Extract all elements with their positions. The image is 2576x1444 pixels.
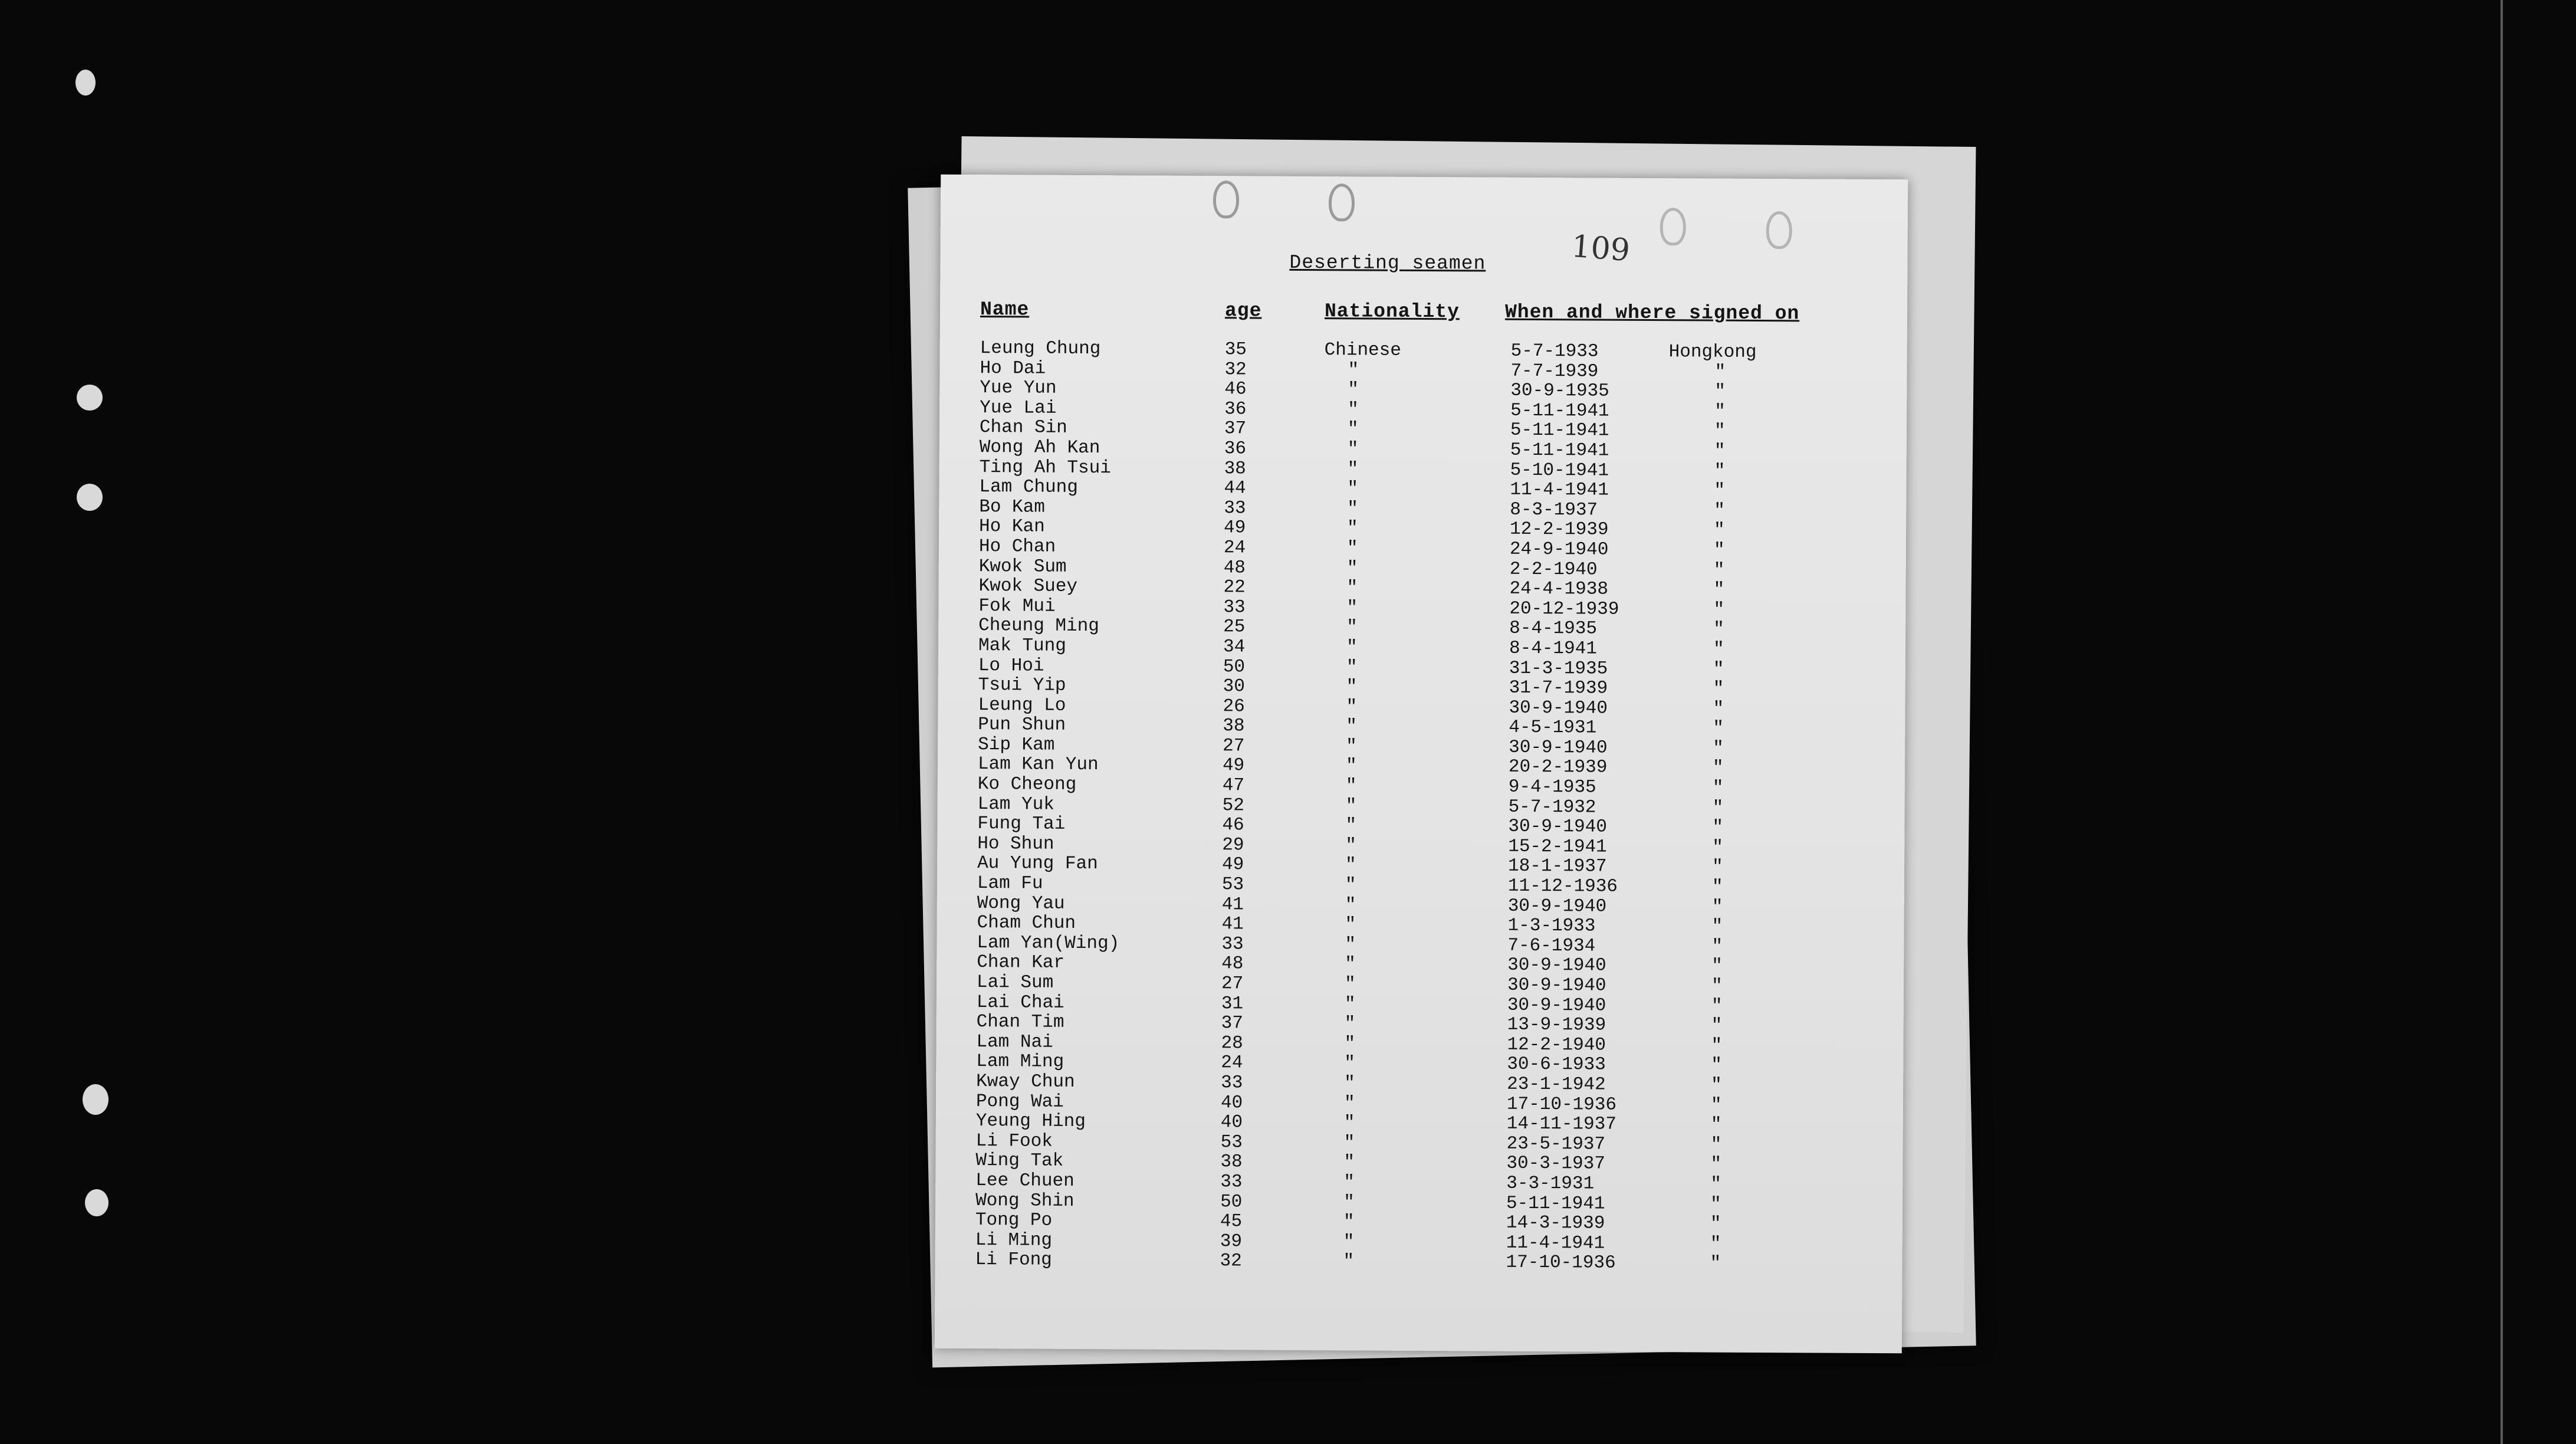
seaman-name: Tong Po [975, 1210, 1053, 1231]
seaman-age: 48 [1221, 953, 1244, 974]
seaman-nationality: " [1344, 1073, 1355, 1094]
seaman-age: 40 [1220, 1092, 1243, 1113]
seaman-age: 32 [1224, 359, 1247, 380]
seaman-nationality: " [1344, 993, 1356, 1015]
seaman-age: 24 [1223, 537, 1246, 559]
seaman-age: 38 [1220, 1151, 1243, 1173]
seaman-age: 41 [1221, 894, 1244, 915]
signed-on-place: " [1714, 401, 1726, 422]
signed-on-place: " [1711, 996, 1723, 1017]
document-page [935, 175, 1908, 1354]
seaman-age: 38 [1224, 458, 1246, 479]
seaman-nationality: " [1347, 419, 1359, 440]
signed-on-place: " [1711, 956, 1723, 977]
signed-on-date: 20-12-1939 [1509, 598, 1619, 620]
signed-on-date: 1-3-1933 [1507, 915, 1596, 937]
signed-on-date: 15-2-1941 [1508, 836, 1607, 858]
seaman-name: Kway Chun [976, 1071, 1075, 1092]
signed-on-place: " [1710, 1233, 1721, 1255]
seaman-nationality: " [1345, 776, 1357, 797]
signed-on-place: " [1713, 738, 1724, 759]
seaman-nationality: " [1346, 637, 1358, 658]
seaman-age: 37 [1221, 1013, 1244, 1034]
seaman-name: Chan Sin [979, 417, 1067, 439]
seaman-age: 24 [1221, 1052, 1243, 1074]
column-header-age: age [1224, 300, 1262, 322]
seaman-name: Bo Kam [979, 496, 1045, 518]
seaman-nationality: " [1347, 439, 1359, 460]
seaman-nationality: " [1346, 617, 1358, 638]
seaman-name: Lam Nai [976, 1031, 1053, 1053]
seaman-nationality: " [1344, 974, 1356, 995]
signed-on-place: " [1714, 362, 1726, 383]
film-hole-icon [75, 70, 96, 96]
seaman-name: Lo Hoi [978, 655, 1044, 677]
seaman-age: 47 [1222, 775, 1245, 796]
seaman-nationality: " [1343, 1232, 1355, 1253]
seaman-name: Cheung Ming [978, 615, 1099, 637]
seaman-age: 22 [1223, 577, 1246, 598]
signed-on-place: " [1714, 441, 1726, 462]
signed-on-date: 11-4-1941 [1506, 1232, 1605, 1254]
seaman-name: Lam Fu [977, 873, 1043, 894]
seaman-name: Wong Yau [977, 892, 1065, 914]
seaman-age: 41 [1221, 914, 1244, 935]
signed-on-date: 5-11-1941 [1506, 1193, 1605, 1215]
seaman-name: Lam Chung [979, 477, 1078, 498]
signed-on-date: 5-7-1932 [1508, 796, 1596, 818]
seaman-name: Fok Mui [978, 595, 1056, 617]
seaman-nationality: " [1345, 835, 1356, 856]
signed-on-date: 11-12-1936 [1507, 875, 1618, 897]
signed-on-date: 12-2-1940 [1507, 1034, 1606, 1056]
seaman-nationality: " [1344, 1013, 1356, 1035]
seaman-age: 26 [1223, 695, 1245, 717]
seaman-age: 48 [1223, 557, 1246, 578]
seaman-name: Li Fong [975, 1249, 1052, 1271]
signed-on-place: " [1713, 540, 1725, 561]
signed-on-date: 14-11-1937 [1506, 1113, 1616, 1135]
signed-on-place: " [1711, 976, 1723, 997]
seaman-name: Yeung Hing [975, 1111, 1086, 1133]
signed-on-date: 7-6-1934 [1507, 935, 1596, 957]
seaman-name: Mak Tung [978, 635, 1066, 657]
signed-on-date: 7-7-1939 [1510, 360, 1599, 382]
signed-on-place: " [1714, 500, 1725, 521]
seaman-nationality: " [1345, 875, 1356, 896]
seaman-name: Wing Tak [975, 1150, 1064, 1172]
signed-on-date: 30-9-1935 [1510, 380, 1609, 402]
seaman-nationality: " [1346, 657, 1358, 678]
signed-on-date: 18-1-1937 [1508, 856, 1607, 878]
signed-on-date: 31-3-1935 [1509, 658, 1608, 680]
seaman-name: Pong Wai [975, 1091, 1064, 1112]
signed-on-date: 2-2-1940 [1509, 559, 1598, 580]
seaman-age: 40 [1220, 1112, 1243, 1133]
seaman-nationality: " [1345, 934, 1356, 956]
signed-on-place: " [1714, 381, 1726, 402]
signed-on-date: 3-3-1931 [1506, 1173, 1595, 1194]
seaman-age: 36 [1224, 438, 1247, 460]
signed-on-date: 11-4-1941 [1510, 479, 1609, 501]
seaman-age: 30 [1223, 676, 1245, 697]
seaman-age: 39 [1220, 1230, 1243, 1252]
seaman-name: Cham Chun [977, 913, 1076, 934]
seaman-nationality: " [1346, 598, 1358, 619]
seaman-nationality: " [1345, 815, 1357, 836]
signed-on-date: 5-10-1941 [1510, 460, 1609, 481]
signed-on-place: " [1711, 857, 1723, 878]
seaman-nationality: " [1345, 795, 1357, 817]
seaman-nationality: " [1346, 736, 1357, 757]
signed-on-date: 31-7-1939 [1509, 677, 1608, 699]
seaman-name: Wong Ah Kan [979, 437, 1100, 459]
seaman-name: Li Ming [975, 1229, 1053, 1251]
signed-on-place: " [1711, 1015, 1723, 1036]
signed-on-place: " [1713, 659, 1724, 680]
seaman-age: 45 [1220, 1211, 1243, 1232]
signed-on-place: " [1713, 698, 1724, 720]
signed-on-place: " [1710, 1095, 1722, 1116]
signed-on-place: " [1714, 480, 1726, 501]
seaman-age: 27 [1223, 736, 1245, 757]
signed-on-date: 5-11-1941 [1510, 420, 1609, 442]
seaman-age: 29 [1222, 835, 1244, 856]
signed-on-place: " [1710, 1194, 1721, 1215]
seaman-age: 33 [1224, 497, 1246, 519]
seaman-nationality: " [1343, 1192, 1355, 1213]
seaman-age: 35 [1224, 339, 1247, 360]
seaman-age: 50 [1220, 1191, 1243, 1212]
seaman-age: 38 [1223, 716, 1245, 737]
signed-on-place: " [1714, 461, 1726, 482]
seaman-nationality: " [1343, 1112, 1355, 1134]
signed-on-date: 30-9-1940 [1508, 816, 1607, 838]
signed-on-date: 14-3-1939 [1506, 1212, 1605, 1234]
signed-on-date: 8-4-1935 [1509, 618, 1598, 639]
seaman-nationality: " [1346, 677, 1358, 698]
seaman-age: 53 [1220, 1131, 1243, 1153]
signed-on-date: 30-6-1933 [1507, 1054, 1606, 1076]
seaman-name: Kwok Suey [978, 576, 1078, 598]
seaman-name: Lee Chuen [975, 1170, 1075, 1192]
seamen-table [935, 339, 1907, 1275]
signed-on-place: " [1712, 798, 1724, 819]
signed-on-date: 17-10-1936 [1506, 1252, 1616, 1274]
seaman-nationality: " [1343, 1152, 1355, 1173]
seaman-name: Lai Sum [976, 972, 1054, 993]
seaman-name: Au Yung Fan [977, 853, 1098, 875]
seaman-age: 32 [1220, 1251, 1242, 1272]
signed-on-date: 23-1-1942 [1507, 1074, 1606, 1095]
seaman-age: 49 [1223, 517, 1246, 539]
seaman-name: Ting Ah Tsui [979, 457, 1111, 478]
signed-on-place: " [1713, 718, 1724, 739]
seaman-name: Ho Dai [980, 357, 1046, 379]
signed-on-place: " [1711, 1035, 1723, 1056]
seaman-nationality: " [1343, 1251, 1355, 1272]
seaman-age: 44 [1224, 478, 1246, 499]
signed-on-date: 30-9-1940 [1509, 737, 1608, 759]
seaman-age: 33 [1223, 596, 1246, 618]
signed-on-place: " [1713, 560, 1725, 581]
signed-on-place: " [1711, 877, 1723, 898]
seaman-name: Tsui Yip [978, 675, 1066, 696]
signed-on-place: " [1713, 619, 1724, 640]
signed-on-place: " [1710, 1213, 1721, 1235]
seaman-nationality: " [1347, 478, 1359, 500]
seaman-nationality: " [1348, 359, 1359, 381]
column-header-signed-on: When and where signed on [1504, 301, 1800, 325]
film-hole-icon [85, 1189, 109, 1216]
seaman-age: 46 [1224, 379, 1247, 400]
seaman-nationality: " [1343, 1172, 1355, 1193]
seaman-nationality: " [1346, 716, 1358, 737]
seaman-age: 52 [1222, 795, 1244, 816]
table-row [935, 1250, 1902, 1275]
signed-on-place: " [1712, 758, 1724, 779]
seaman-name: Lam Yan(Wing) [977, 932, 1120, 954]
seaman-nationality: " [1343, 1212, 1355, 1233]
signed-on-place: " [1711, 1055, 1723, 1077]
signed-on-place: " [1713, 520, 1725, 542]
seaman-nationality: " [1348, 399, 1359, 421]
seaman-age: 49 [1222, 854, 1244, 875]
seaman-nationality: " [1347, 498, 1358, 520]
seaman-nationality: " [1344, 1033, 1356, 1055]
signed-on-place: " [1712, 817, 1724, 838]
signed-on-place: " [1710, 1253, 1721, 1274]
signed-on-date: 24-4-1938 [1509, 578, 1609, 600]
signed-on-date: 30-9-1940 [1507, 895, 1607, 917]
signed-on-place: " [1711, 897, 1723, 918]
signed-on-date: 30-9-1940 [1507, 995, 1606, 1016]
seaman-name: Yue Lai [980, 397, 1057, 419]
seaman-name: Ho Shun [977, 833, 1054, 855]
seaman-nationality: " [1348, 379, 1359, 401]
seaman-name: Fung Tai [977, 813, 1066, 835]
signed-on-date: 13-9-1939 [1507, 1014, 1606, 1036]
seaman-nationality: " [1345, 894, 1356, 916]
seaman-name: Leung Chung [980, 338, 1101, 360]
seaman-nationality: " [1344, 1053, 1356, 1074]
seaman-age: 34 [1223, 636, 1246, 658]
signed-on-date: 30-9-1940 [1507, 974, 1606, 996]
seaman-age: 49 [1222, 755, 1245, 776]
seaman-name: Yue Yun [980, 378, 1057, 399]
signed-on-date: 30-9-1940 [1509, 697, 1608, 719]
seaman-nationality: " [1346, 538, 1358, 559]
signed-on-date: 30-9-1940 [1507, 955, 1606, 977]
seaman-age: 31 [1221, 993, 1244, 1015]
seaman-nationality: " [1345, 855, 1356, 876]
signed-on-place: " [1713, 579, 1725, 600]
signed-on-date: 5-7-1933 [1510, 340, 1599, 362]
signed-on-date: 8-3-1937 [1510, 499, 1598, 521]
film-hole-icon [77, 385, 103, 411]
seaman-name: Lam Yuk [977, 793, 1054, 815]
signed-on-place: " [1710, 1134, 1722, 1156]
signed-on-place: " [1714, 421, 1726, 442]
signed-on-place: " [1711, 916, 1723, 937]
seaman-nationality: " [1345, 954, 1356, 975]
seaman-name: Kwok Sum [978, 556, 1067, 577]
page-number: 109 [1570, 228, 1631, 269]
signed-on-place: " [1713, 599, 1725, 621]
signed-on-place: " [1711, 1075, 1722, 1096]
signed-on-date: 17-10-1936 [1506, 1094, 1617, 1115]
seaman-name: Ho Kan [979, 516, 1045, 537]
seaman-name: Chan Kar [977, 952, 1065, 974]
seaman-age: 33 [1221, 1072, 1243, 1094]
seaman-age: 33 [1220, 1171, 1243, 1193]
film-hole-icon [77, 484, 103, 511]
seaman-name: Wong Shin [975, 1190, 1075, 1212]
signed-on-place: " [1713, 639, 1724, 660]
seaman-age: 53 [1221, 874, 1244, 895]
punch-hole-icon [1660, 208, 1686, 245]
signed-on-place: " [1712, 837, 1723, 858]
punch-hole-icon [1213, 180, 1239, 218]
signed-on-date: 8-4-1941 [1509, 638, 1597, 659]
signed-on-date: 5-11-1941 [1510, 400, 1609, 422]
signed-on-place: " [1712, 777, 1724, 799]
seaman-name: Pun Shun [978, 714, 1066, 736]
signed-on-date: 12-2-1939 [1509, 519, 1609, 541]
seaman-age: 50 [1223, 656, 1246, 677]
seaman-nationality: " [1345, 756, 1357, 777]
signed-on-date: 5-11-1941 [1510, 439, 1609, 461]
seaman-nationality: " [1343, 1133, 1355, 1154]
column-header-name: Name [980, 298, 1030, 321]
seaman-nationality: " [1343, 1092, 1355, 1114]
punch-hole-icon [1329, 183, 1355, 221]
seaman-name: Chan Tim [976, 1012, 1064, 1033]
signed-on-date: 20-2-1939 [1508, 757, 1608, 779]
seaman-name: Lam Ming [976, 1051, 1064, 1073]
signed-on-date: 9-4-1935 [1508, 776, 1596, 798]
seaman-age: 25 [1223, 616, 1246, 638]
seaman-name: Ko Cheong [977, 774, 1077, 796]
seaman-name: Lai Chai [976, 992, 1064, 1013]
seaman-nationality: " [1346, 518, 1358, 539]
film-edge-line [2501, 0, 2503, 1444]
seaman-age: 33 [1221, 934, 1244, 955]
seaman-name: Leung Lo [978, 694, 1066, 716]
seaman-age: 36 [1224, 399, 1247, 420]
document-title: Deserting seamen [1289, 251, 1486, 275]
column-header-nationality: Nationality [1324, 300, 1460, 323]
signed-on-date: 24-9-1940 [1509, 539, 1609, 560]
signed-on-date: 4-5-1931 [1509, 717, 1597, 739]
seaman-nationality: Chinese [1324, 340, 1401, 361]
seaman-nationality: " [1346, 557, 1358, 579]
signed-on-date: 30-3-1937 [1506, 1153, 1605, 1174]
seaman-age: 27 [1221, 973, 1244, 995]
punch-hole-icon [1766, 211, 1792, 249]
seaman-name: Li Fook [975, 1130, 1053, 1152]
seaman-name: Sip Kam [978, 734, 1055, 756]
seaman-name: Ho Chan [978, 536, 1056, 557]
seaman-age: 37 [1224, 418, 1247, 439]
signed-on-place: " [1713, 678, 1724, 700]
signed-on-place: Hongkong [1668, 342, 1757, 363]
signed-on-date: 23-5-1937 [1506, 1133, 1606, 1155]
film-hole-icon [83, 1084, 109, 1115]
seaman-name: Lam Kan Yun [977, 754, 1099, 776]
seaman-nationality: " [1346, 697, 1358, 718]
seaman-nationality: " [1346, 577, 1358, 599]
seaman-age: 46 [1222, 815, 1244, 836]
seaman-age: 28 [1221, 1033, 1243, 1054]
signed-on-place: " [1710, 1154, 1722, 1176]
signed-on-place: " [1711, 936, 1723, 957]
signed-on-place: " [1710, 1114, 1722, 1135]
seaman-nationality: " [1345, 914, 1356, 936]
seaman-nationality: " [1347, 458, 1359, 480]
signed-on-place: " [1710, 1174, 1721, 1195]
